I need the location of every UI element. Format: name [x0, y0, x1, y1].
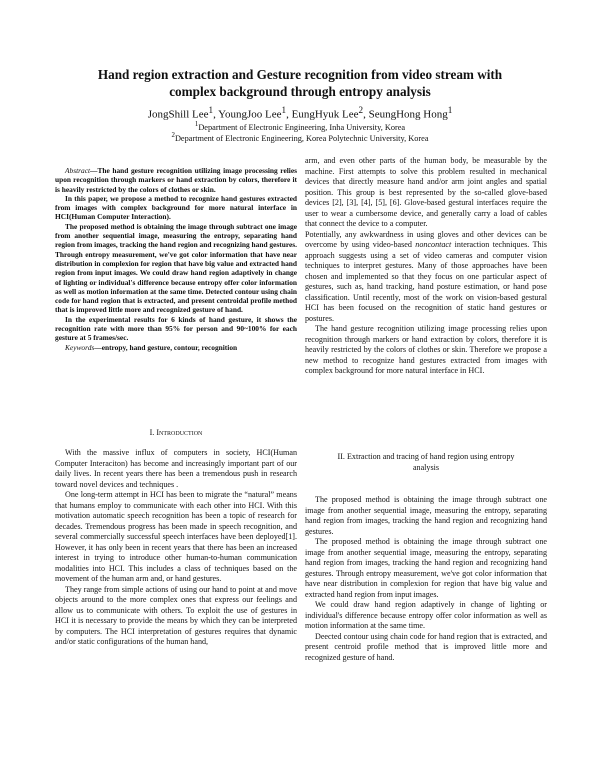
section-paragraph: The proposed method is obtaining the image through subtract one image from another sequential image, measuring the entropy, separating hand region from images, tracking the hand region and recognizing hand gestures. Through entropy measurement, we've got color information that have near distribution in complexion for region that have big value and extracted hand region from input images. [305, 537, 547, 599]
section-title: Introduction [156, 428, 203, 437]
author-affil-mark: 1 [281, 105, 287, 115]
abstract-paragraph: The proposed method is obtaining the image through subtract one image from another sequential image, measuring the entropy, separating hand region from images, tracking the hand region and recognizing hand gestures. Through entropy measurement, we've got color information that have near distribution in complexion for region that have big value and extracted hand region from input images. We could draw hand region adaptively in change of lighting or individual's difference because entropy offer color information as well as motion information at the same time. Detected contour using chain code for hand region that is extracted, and present centroidal profile method that is improved little more and recognized gesture of hand. [55, 221, 297, 315]
abstract-label: Abstract [65, 166, 91, 175]
section-number: I. [149, 428, 155, 437]
body-paragraph: Potentially, any awkwardness in using gloves and other devices can be overcome by using video-based noncontact interaction techniques. This approach suggests using a set of video cameras and computer vision techniques to interpret gestures. Many of those approaches have been chosen and implemented so that they focus on one particular aspect of gestures, such as, hand tracking, hand posture estimation, or hand pose classification. Until recently, most of the work on vision-based gestural HCI has been focused on the recognition of static hand gestures or postures. [305, 229, 547, 323]
intro-paragraph: With the massive influx of computers in society, HCI(Human Computer Interaciton) has become and increasingly important part of our daily lives. In recent years there has been a tremendous push in research toward novel devices and techniques . [55, 448, 297, 489]
emphasis: noncontact [415, 240, 452, 249]
keywords: Keywords—entropy, hand gesture, contour, recognition [65, 342, 238, 352]
section-2-heading [305, 452, 547, 473]
section-paragraph: We could draw hand region adaptively in change of lighting or individual's difference because entropy offer color information as well as motion information at the same time. [305, 600, 547, 630]
keywords-label: Keywords [65, 342, 95, 352]
section-2-body [305, 495, 547, 663]
affiliation-2 [60, 130, 540, 144]
abstract-paragraph: Abstract—The hand gesture recognition utilizing image processing relies upon recognition through markers or hand extraction by colors, therefore it is heavily restricted by the colors of clothes or skin. [55, 166, 297, 194]
section-1-heading [55, 428, 297, 439]
title-line-2: complex background through entropy analysis [169, 84, 431, 99]
author-affil-mark: 1 [447, 105, 453, 115]
section-paragraph: Deected contour using chain code for hand region that is extracted, and present centroid profile method that is improved little more and recognized gesture of hand. [305, 631, 547, 662]
abstract-paragraph: In the experimental results for 6 kinds of hand gesture, it shows the recognition rate with more than 95% for person and 90~100% for each gesture at 5 frames/sec. [55, 314, 297, 343]
author-name: EungHyuk Lee [291, 108, 359, 121]
section-paragraph: The proposed method is obtaining the image through subtract one image from another sequential image, measuring the entropy, separating hand region from images, tracking the hand region and recognizing hand gestures. [305, 495, 547, 536]
title-line-1: Hand region extraction and Gesture recognition from video stream with [97, 67, 503, 82]
intro-paragraph: One long-term attempt in HCI has been to migrate the “natural” means that humans employ to communicate with each other into HCI. With this motivation automatic speech recognition has been a topic of research for decades. Tremendous progress has been made in speech recognition, and several commercially successful speech interfaces have been deployed[1]. However, it has only been in recent years that there has been an increased interest in trying to introduce other human-to-human communication modalities into HCI. This includes a class of techniques based on the movement of the human arm and, or hand gestures. [55, 490, 297, 583]
author-name: SeungHong Hong [368, 108, 448, 121]
affiliation-mark: 2 [171, 132, 175, 139]
abstract-section [55, 166, 297, 352]
section-title-line: analysis [412, 462, 440, 472]
author-name: YoungJoo Lee [218, 108, 282, 121]
affiliation-mark: 1 [194, 121, 199, 128]
right-column-body [305, 156, 547, 377]
author-affil-mark: 1 [208, 105, 214, 115]
author-name: JongShill Lee [147, 108, 209, 121]
affiliation-text: Department of Electronic Engineering, Korea Polytechnic University, Korea [174, 133, 429, 143]
abstract-paragraph: In this paper, we propose a method to recognize hand gestures extracted from images with complex background for more natural interface in HCI(Human Computer Interaction). [55, 193, 297, 222]
section-title-line: II. Extraction and tracing of hand region using entropy [337, 452, 515, 461]
affiliation-text: Department of Electronic Engineering, Inha University, Korea [198, 122, 406, 132]
author-affil-mark: 2 [358, 105, 364, 115]
body-paragraph: The hand gesture recognition utilizing image processing relies upon recognition through markers or hand extraction by colors, therefore it is heavily restricted by the colors of clothes or skin. Therefore we propose a new method to recognize hand gestures extracted from images with complex background for more natural interface in HCI. [305, 324, 547, 375]
body-paragraph: arm, and even other parts of the human body, be measurable by the machine. First attempts to solve this problem resulted in mechanical devices that directly measure hand and/or arm joint angles and spatial position. This group is best represented by the so-called glove-based devices [2], [3], [4], [5], [6]. Glove-based gestural interfaces require the user to wear a cumbersome device, and generally carry a load of cables that connect the device to a computer. [305, 156, 547, 228]
author-list: JongShill Lee$^1$, YoungJoo Lee$^1$, EungHyuk Lee$^2$, SeungHong Hong$^1$ [147, 105, 453, 121]
intro-paragraph: They range from simple actions of using our hand to point at and move objects around to the more complex ones that express our feelings and allow us to communicate with others. To exploit the use of gestures in HCI it is necessary to provide the means by which they can be interpreted by computers. The HCI interpretation of gestures requires that dynamic and/or static configurations of the human hand, [55, 584, 297, 646]
paper-title [60, 66, 540, 100]
introduction-body [55, 448, 297, 648]
